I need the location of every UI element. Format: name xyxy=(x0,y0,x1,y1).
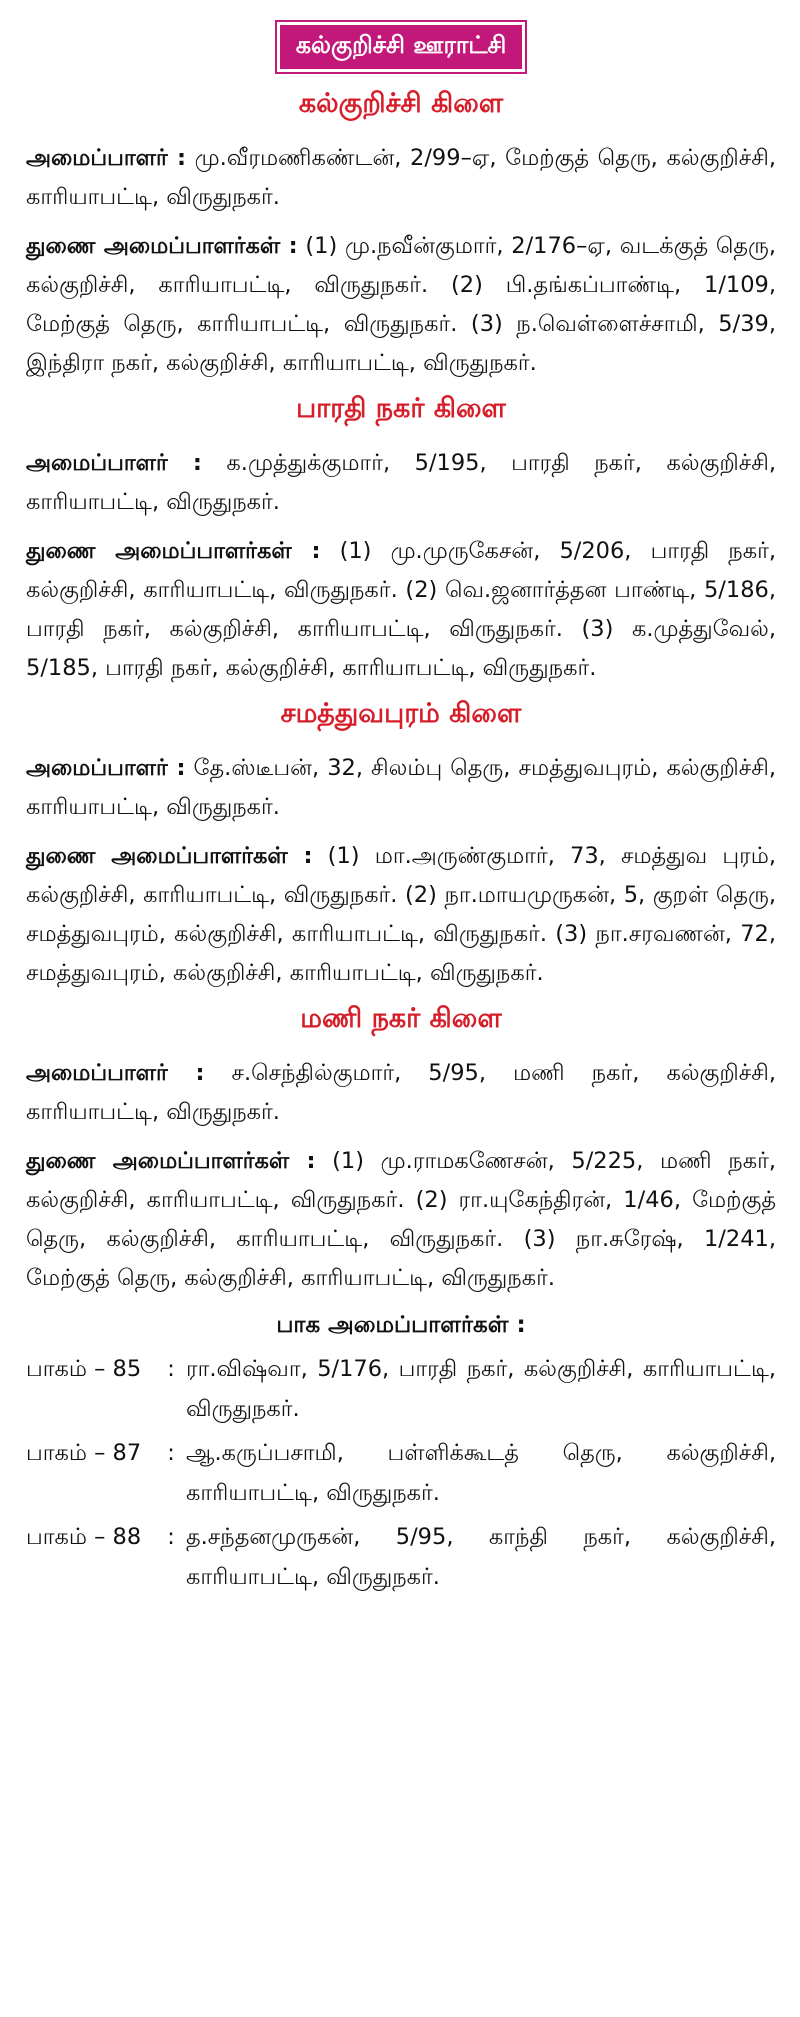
branch-title: சமத்துவபுரம் கிளை xyxy=(280,698,522,729)
deputies-label: துணை அமைப்பாளர்கள் : xyxy=(26,843,313,869)
branch-section-kalkurichi xyxy=(26,88,776,383)
bagam-row xyxy=(26,1433,776,1513)
deputies-label: துணை அமைப்பாளர்கள் : xyxy=(26,233,298,259)
deputies-text: (1) மு.முருகேசன், 5/206, பாரதி நகர், கல்குறிச்சி, காரியாபட்டி, விருதுநகர். (2) வெ.ஜனார்த்தன பாண்டி, 5/186, பாரதி நகர், கல்குறிச்சி, காரியாபட்டி, விருதுநகர். (3) க.முத்துவேல், 5/185, பாரதி நகர், கல்குறிச்சி, காரியாபட்டி, விருதுநகர். xyxy=(26,538,777,681)
organizer-paragraph xyxy=(26,1054,776,1132)
bagam-number: பாகம் – 87 xyxy=(26,1440,142,1466)
branch-section-bharathi-nagar xyxy=(26,393,776,688)
organizer-paragraph xyxy=(26,444,776,522)
organizer-text: தே.ஸ்டீபன், 32, சிலம்பு தெரு, சமத்துவபுரம், கல்குறிச்சி, காரியாபட்டி, விருதுநகர். xyxy=(26,755,776,820)
organizer-paragraph xyxy=(26,749,776,827)
deputies-paragraph xyxy=(26,1142,776,1298)
deputies-paragraph xyxy=(26,837,776,993)
deputies-paragraph xyxy=(26,227,776,383)
bagam-number: பாகம் – 88 xyxy=(26,1524,142,1550)
organizer-paragraph xyxy=(26,139,776,217)
organizer-label: அமைப்பாளர் : xyxy=(26,1060,205,1086)
bagam-heading: பாக அமைப்பாளர்கள் : xyxy=(276,1312,526,1338)
header xyxy=(26,22,776,72)
branch-title: பாரதி நகர் கிளை xyxy=(296,393,506,424)
deputies-paragraph xyxy=(26,532,776,688)
branch-title: மணி நகர் கிளை xyxy=(300,1003,502,1034)
organizer-text: ச.செந்தில்குமார், 5/95, மணி நகர், கல்குறிச்சி, காரியாபட்டி, விருதுநகர். xyxy=(26,1060,776,1125)
bagam-number: பாகம் – 85 xyxy=(26,1356,142,1382)
organizer-label: அமைப்பாளர் : xyxy=(26,450,202,476)
organizer-label: அமைப்பாளர் : xyxy=(26,145,187,171)
bagam-colon: : xyxy=(167,1524,175,1550)
branch-section-samathuvapuram xyxy=(26,698,776,993)
bagam-colon: : xyxy=(167,1440,175,1466)
organizer-label: அமைப்பாளர் : xyxy=(26,755,186,781)
branch-title: கல்குறிச்சி கிளை xyxy=(298,88,504,119)
organizer-text: க.முத்துக்குமார், 5/195, பாரதி நகர், கல்குறிச்சி, காரியாபட்டி, விருதுநகர். xyxy=(26,450,776,515)
bagam-colon: : xyxy=(167,1356,175,1382)
bagam-text: ரா.விஷ்வா, 5/176, பாரதி நகர், கல்குறிச்சி, காரியாபட்டி, விருதுநகர். xyxy=(186,1356,776,1422)
panchayat-title-banner: கல்குறிச்சி ஊராட்சி xyxy=(277,22,526,72)
deputies-text: (1) மா.அருண்குமார், 73, சமத்துவ புரம், கல்குறிச்சி, காரியாபட்டி, விருதுநகர். (2) நா.மாயமுருகன், 5, குறள் தெரு, சமத்துவபுரம், கல்குறிச்சி, காரியாபட்டி, விருதுநகர். (3) நா.சரவணன், 72, சமத்துவபுரம், கல்குறிச்சி, காரியாபட்டி, விருதுநகர். xyxy=(26,843,776,986)
organizer-text: மு.வீரமணிகண்டன், 2/99–ஏ, மேற்குத் தெரு, கல்குறிச்சி, காரியாபட்டி, விருதுநகர். xyxy=(26,145,776,210)
deputies-text: (1) மு.நவீன்குமார், 2/176–ஏ, வடக்குத் தெரு, கல்குறிச்சி, காரியாபட்டி, விருதுநகர். (2) பி.தங்கப்பாண்டி, 1/109, மேற்குத் தெரு, காரியாபட்டி, விருதுநகர். (3) ந.வெள்ளைச்சாமி, 5/39, இந்திரா நகர், கல்குறிச்சி, காரியாபட்டி, விருதுநகர். xyxy=(26,233,777,376)
branch-section-mani-nagar xyxy=(26,1003,776,1298)
bagam-text: த.சந்தனமுருகன், 5/95, காந்தி நகர், கல்குறிச்சி, காரியாபட்டி, விருதுநகர். xyxy=(186,1524,776,1590)
bagam-text: ஆ.கருப்பசாமி, பள்ளிக்கூடத் தெரு, கல்குறிச்சி, காரியாபட்டி, விருதுநகர். xyxy=(186,1440,776,1506)
bagam-row xyxy=(26,1349,776,1429)
deputies-label: துணை அமைப்பாளர்கள் : xyxy=(26,1148,316,1174)
bagam-organizers-section xyxy=(26,1312,776,1597)
bagam-row xyxy=(26,1517,776,1597)
deputies-text: (1) மு.ராமகணேசன், 5/225, மணி நகர், கல்குறிச்சி, காரியாபட்டி, விருதுநகர். (2) ரா.யுகேந்திரன், 1/46, மேற்குத் தெரு, கல்குறிச்சி, காரியாபட்டி, விருதுநகர். (3) நா.சுரேஷ், 1/241, மேற்குத் தெரு, கல்குறிச்சி, காரியாபட்டி, விருதுநகர். xyxy=(26,1148,776,1291)
deputies-label: துணை அமைப்பாளர்கள் : xyxy=(26,538,321,564)
